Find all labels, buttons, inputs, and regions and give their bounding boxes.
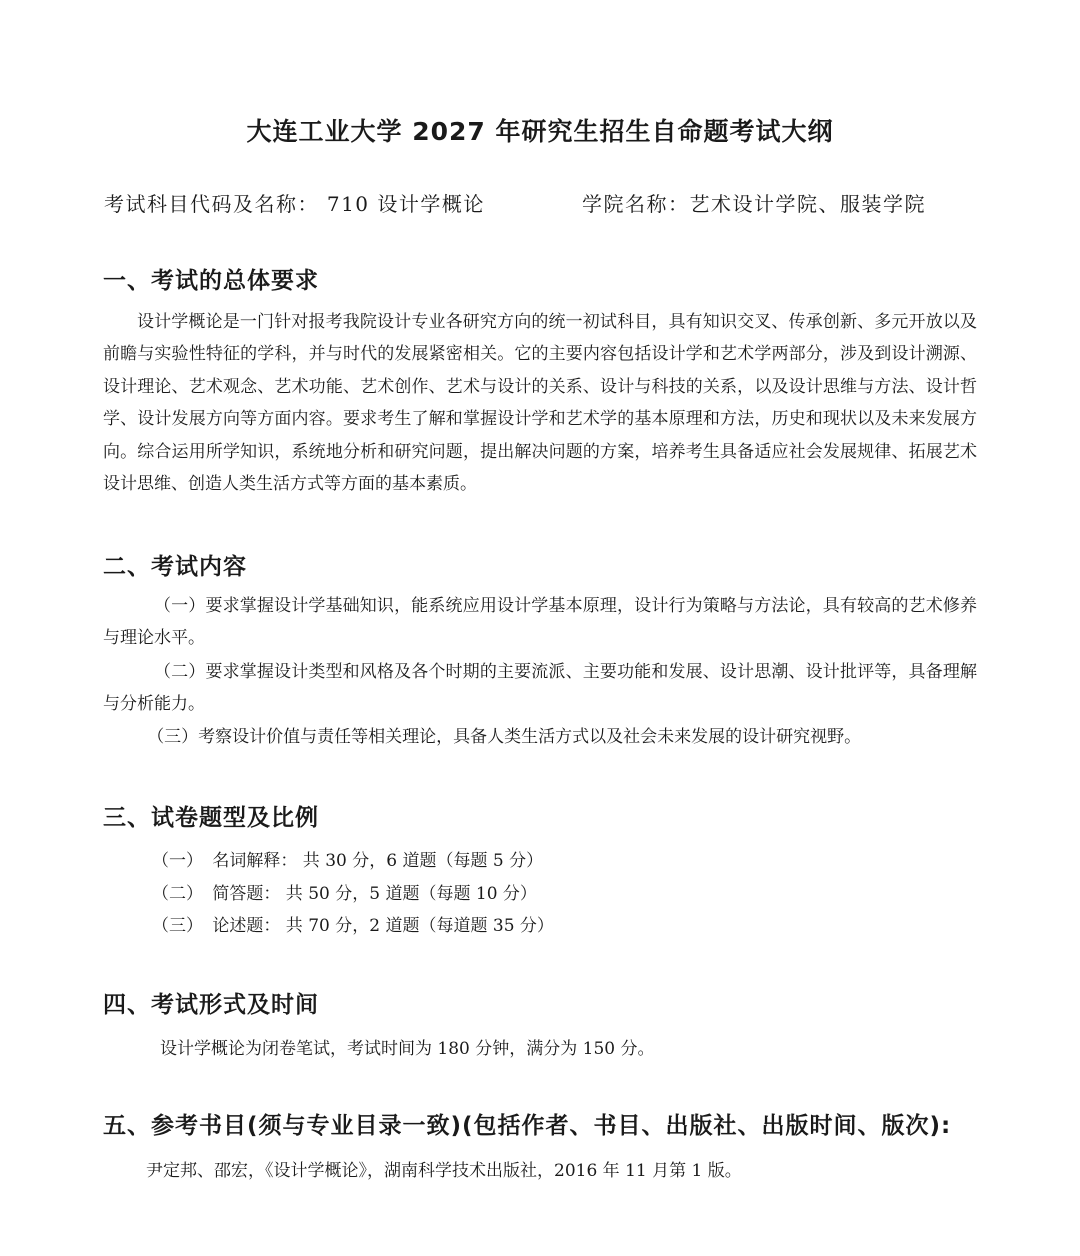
section-heading-question-types: 三、试卷题型及比例 — [103, 805, 319, 831]
exam-content-item-2: （二）要求掌握设计类型和风格及各个时期的主要流派、主要功能和发展、设计思潮、设计批评等，具备理解与分析能力。 — [103, 662, 977, 715]
section-body-general-requirements: 设计学概论是一门针对报考我院设计专业各研究方向的统一初试科目，具有知识交叉、传承创新、多元开放以及前瞻与实验性特征的学科，并与时代的发展紧密相关。它的主要内容包括设计学和艺术学两部分，涉及到设计溯源、设计理论、艺术观念、艺术功能、艺术创作、艺术与设计的关系、设计与科技的关系，以及设计思维与方法、设计哲学、设计发展方向等方面内容。要求考生了解和掌握设计学和艺术学的基本原理和方法，历史和现状以及未来发展方向。综合运用所学知识，系统地分析和研究问题，提出解决问题的方案，培养考生具备适应社会发展规律、拓展艺术设计思维、创造人类生活方式等方面的基本素质。 — [103, 312, 977, 495]
question-type-row — [152, 879, 537, 904]
question-type-label: （一） — [152, 851, 203, 871]
section-heading-reference-books: 五、参考书目(须与专业目录一致)(包括作者、书目、出版社、出版时间、版次): — [103, 1113, 952, 1139]
question-type-label: （三） — [152, 916, 203, 936]
exam-content-item-3: （三）考察设计价值与责任等相关理论，具备人类生活方式以及社会未来发展的设计研究视野。 — [147, 727, 862, 747]
exam-content-item-1: （一）要求掌握设计学基础知识，能系统应用设计学基本原理，设计行为策略与方法论，具有较高的艺术修养与理论水平。 — [103, 596, 977, 649]
question-type-text: 简答题： 共 50 分，5 道题（每题 10 分） — [212, 884, 537, 904]
subject-code-name: 考试科目代码及名称： 710 设计学概论 — [104, 192, 485, 216]
college-name: 学院名称：艺术设计学院、服装学院 — [582, 192, 926, 216]
section-heading-exam-format: 四、考试形式及时间 — [103, 992, 319, 1018]
question-type-label: （二） — [152, 884, 203, 904]
reference-book-entry: 尹定邦、邵宏，《设计学概论》，湖南科学技术出版社，2016 年 11 月第 1 版。 — [146, 1161, 742, 1181]
section-body-exam-format: 设计学概论为闭卷笔试，考试时间为 180 分钟，满分为 150 分。 — [160, 1039, 655, 1059]
question-type-row — [152, 911, 554, 936]
section-heading-exam-content: 二、考试内容 — [103, 554, 247, 580]
question-type-row — [152, 846, 543, 871]
question-type-text: 论述题： 共 70 分，2 道题（每道题 35 分） — [212, 916, 554, 936]
section-heading-general-requirements: 一、考试的总体要求 — [103, 268, 319, 294]
page-title: 大连工业大学 2027 年研究生招生自命题考试大纲 — [246, 117, 834, 146]
question-type-text: 名词解释： 共 30 分，6 道题（每题 5 分） — [212, 851, 544, 871]
